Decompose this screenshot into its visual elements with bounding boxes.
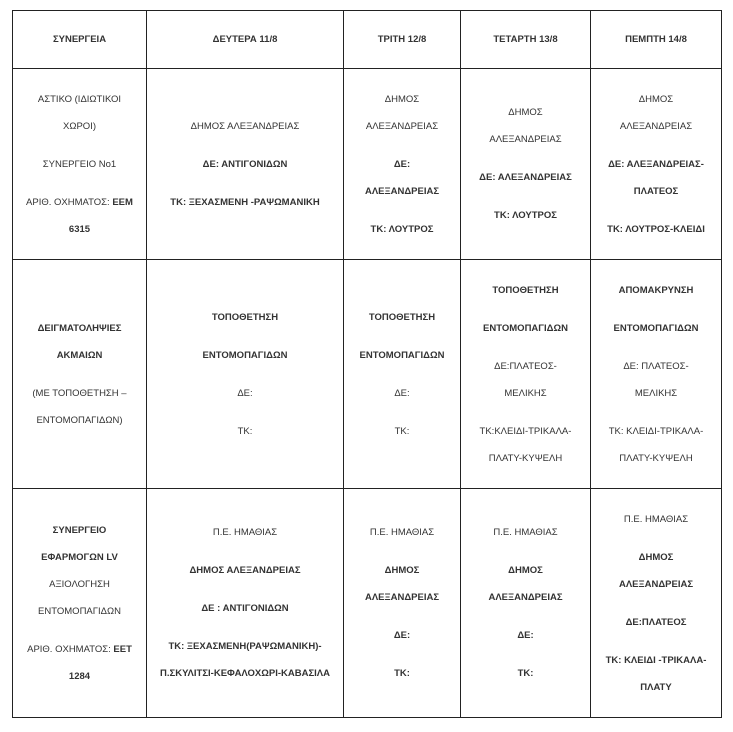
cell-line: Π.Ε. ΗΜΑΘΙΑΣ (623, 513, 689, 525)
tuesday-cell (344, 69, 461, 260)
vehicle-number: 6315 (68, 223, 91, 235)
thursday-cell (591, 489, 722, 718)
header-tuesday: ΤΡΙΤΗ 12/8 (344, 11, 461, 69)
cell-line: ΣΥΝΕΡΓΕΙΟ (52, 524, 107, 536)
header-thursday: ΠΕΜΠΤΗ 14/8 (591, 11, 722, 69)
monday-cell (147, 260, 344, 489)
cell-line: ΤΚ: (517, 668, 534, 679)
cell-line: ΕΝΤΟΜΟΠΑΓΙΔΩΝ (483, 322, 568, 334)
cell-line: ΤΚ: ΚΛΕΙΔΙ-ΤΡΙΚΑΛΑ- (608, 425, 704, 437)
cell-line: ΜΕΛΙΚΗΣ (504, 387, 547, 399)
cell-line: ΧΩΡΟΙ) (63, 120, 96, 132)
table-row (13, 489, 722, 718)
team-cell (13, 260, 147, 489)
cell-line: ΑΚΜΑΙΩΝ (56, 349, 103, 361)
team-cell (13, 489, 147, 718)
cell-line: Π.Ε. ΗΜΑΘΙΑΣ (212, 527, 278, 538)
cell-line: ΔΕ : ΑΝΤΙΓΟΝΙΔΩΝ (201, 603, 289, 614)
cell-line: ΤΚ: ΛΟΥΤΡΟΣ (370, 223, 434, 235)
cell-line: ΔΕ: ΑΝΤΙΓΟΝΙΔΩΝ (202, 158, 288, 170)
cell-line: ΔΕ:ΠΛΑΤΕΟΣ (625, 616, 687, 628)
cell-line: (ΜΕ ΤΟΠΟΘΕΤΗΣΗ – (32, 387, 127, 399)
cell-line: ΔΗΜΟΣ (508, 565, 543, 576)
cell-line: ΔΗΜΟΣ (638, 551, 674, 563)
vehicle-label: ΑΡΙΘ. ΟΧΗΜΑΤΟΣ: (27, 643, 114, 655)
thursday-cell (591, 69, 722, 260)
cell-line: ΤΚ: ΛΟΥΤΡΟΣ-ΚΛΕΙΔΙ (607, 223, 705, 235)
cell-line: ΑΛΕΞΑΝΔΡΕΙΑΣ (365, 120, 439, 132)
cell-line: Π.ΣΚΥΛΙΤΣΙ-ΚΕΦΑΛΟΧΩΡΙ-ΚΑΒΑΣΙΛΑ (160, 668, 330, 679)
cell-line: ΔΕ: (237, 387, 253, 399)
cell-line: ΠΛΑΤΕΟΣ (633, 185, 679, 197)
cell-line: ΔΗΜΟΣ (508, 107, 543, 118)
monday-cell (147, 69, 344, 260)
cell-line: ΔΕΙΓΜΑΤΟΛΗΨΙΕΣ (37, 322, 122, 334)
cell-line: ΕΦΑΡΜΟΓΩΝ LV (41, 551, 118, 563)
cell-line: ΕΝΤΟΜΟΠΑΓΙΔΩΝ) (36, 414, 123, 426)
vehicle-number: ΕΕΜ (112, 196, 133, 208)
wednesday-cell (461, 489, 591, 718)
cell-line: ΔΗΜΟΣ ΑΛΕΞΑΝΔΡΕΙΑΣ (190, 120, 300, 132)
cell-line: ΕΝΤΟΜΟΠΑΓΙΔΩΝ (202, 349, 288, 361)
cell-line: ΑΞΙΟΛΟΓΗΣΗ (49, 578, 110, 590)
cell-line: ΔΕ:ΠΛΑΤΕΟΣ- (494, 360, 557, 372)
cell-line: ΤΚ: (394, 668, 410, 679)
cell-line: ΠΛΑΤΥ-ΚΥΨΕΛΗ (488, 452, 563, 464)
cell-line: ΔΕ: ΑΛΕΞΑΝΔΡΕΙΑΣ (479, 172, 572, 183)
cell-line: ΔΗΜΟΣ ΑΛΕΞΑΝΔΡΕΙΑΣ (189, 565, 301, 576)
cell-line: ΤΚ: ΚΛΕΙΔΙ -ΤΡΙΚΑΛΑ- (605, 654, 707, 666)
header-teams: ΣΥΝΕΡΓΕΙΑ (13, 11, 147, 69)
cell-line: ΔΗΜΟΣ (638, 93, 674, 105)
cell-line: ΑΠΟΜΑΚΡΥΝΣΗ (618, 284, 694, 296)
thursday-cell (591, 260, 722, 489)
header-row (13, 11, 722, 69)
cell-line: ΔΗΜΟΣ (384, 565, 420, 576)
vehicle-label: ΑΡΙΘ. ΟΧΗΜΑΤΟΣ: (26, 196, 113, 208)
vehicle-line (19, 189, 140, 216)
monday-cell (147, 489, 344, 718)
cell-line: ΤΟΠΟΘΕΤΗΣΗ (492, 284, 559, 296)
cell-line: ΤΚ: (394, 425, 410, 437)
cell-line: ΔΕ: (393, 158, 411, 170)
header-wednesday: ΤΕΤΑΡΤΗ 13/8 (461, 11, 591, 69)
cell-line: ΤΚ: ΛΟΥΤΡΟΣ (494, 210, 557, 221)
cell-line: ΔΕ: (394, 387, 410, 399)
table-row (13, 69, 722, 260)
cell-line: ΤΟΠΟΘΕΤΗΣΗ (211, 311, 279, 323)
cell-line: ΔΕ: ΑΛΕΞΑΝΔΡΕΙΑΣ- (608, 158, 704, 170)
cell-line: ΤΚ: (237, 425, 253, 437)
cell-line: ΑΣΤΙΚΟ (ΙΔΙΩΤΙΚΟΙ (37, 93, 122, 105)
tuesday-cell (344, 489, 461, 718)
cell-line: ΑΛΕΞΑΝΔΡΕΙΑΣ (364, 592, 440, 603)
cell-line: ΠΛΑΤΥ-ΚΥΨΕΛΗ (619, 452, 693, 464)
cell-line: ΔΗΜΟΣ (384, 93, 420, 105)
cell-line: ΠΛΑΤΥ (640, 681, 672, 693)
header-monday: ΔΕΥΤΕΡΑ 11/8 (147, 11, 344, 69)
cell-line: ΕΝΤΟΜΟΠΑΓΙΔΩΝ (359, 349, 445, 361)
cell-line: ΑΛΕΞΑΝΔΡΕΙΑΣ (488, 592, 563, 603)
wednesday-cell (461, 260, 591, 489)
cell-line: ΣΥΝΕΡΓΕΙΟ Νο1 (42, 158, 117, 170)
cell-line: ΔΕ: (517, 630, 534, 641)
cell-line: ΑΛΕΞΑΝΔΡΕΙΑΣ (619, 120, 693, 132)
cell-line: ΤΚ: ΞΕΧΑΣΜΕΝΗ(ΡΑΨΩΜΑΝΙΚΗ)- (168, 641, 322, 652)
cell-line: ΤΚ: ΞΕΧΑΣΜΕΝΗ -ΡΑΨΩΜΑΝΙΚΗ (170, 196, 320, 208)
table-row (13, 260, 722, 489)
cell-line: ΔΕ: ΠΛΑΤΕΟΣ- (623, 360, 689, 372)
cell-line: Π.Ε. ΗΜΑΘΙΑΣ (493, 527, 558, 538)
cell-line: ΤΚ:ΚΛΕΙΔΙ-ΤΡΙΚΑΛΑ- (479, 425, 572, 437)
vehicle-line (19, 636, 140, 663)
vehicle-number: 1284 (68, 670, 91, 682)
cell-line: ΤΟΠΟΘΕΤΗΣΗ (368, 311, 436, 323)
cell-line: ΑΛΕΞΑΝΔΡΕΙΑΣ (618, 578, 694, 590)
team-cell (13, 69, 147, 260)
cell-line: ΑΛΕΞΑΝΔΡΕΙΑΣ (364, 185, 440, 197)
cell-line: ΕΝΤΟΜΟΠΑΓΙΔΩΝ (38, 605, 121, 617)
wednesday-cell (461, 69, 591, 260)
schedule-table (12, 10, 722, 718)
vehicle-number: ΕΕΤ (113, 643, 132, 655)
tuesday-cell (344, 260, 461, 489)
cell-line: ΜΕΛΙΚΗΣ (634, 387, 678, 399)
cell-line: ΔΕ: (393, 630, 411, 641)
cell-line: ΑΛΕΞΑΝΔΡΕΙΑΣ (489, 134, 562, 145)
cell-line: ΕΝΤΟΜΟΠΑΓΙΔΩΝ (613, 322, 699, 334)
cell-line: Π.Ε. ΗΜΑΘΙΑΣ (369, 527, 435, 538)
